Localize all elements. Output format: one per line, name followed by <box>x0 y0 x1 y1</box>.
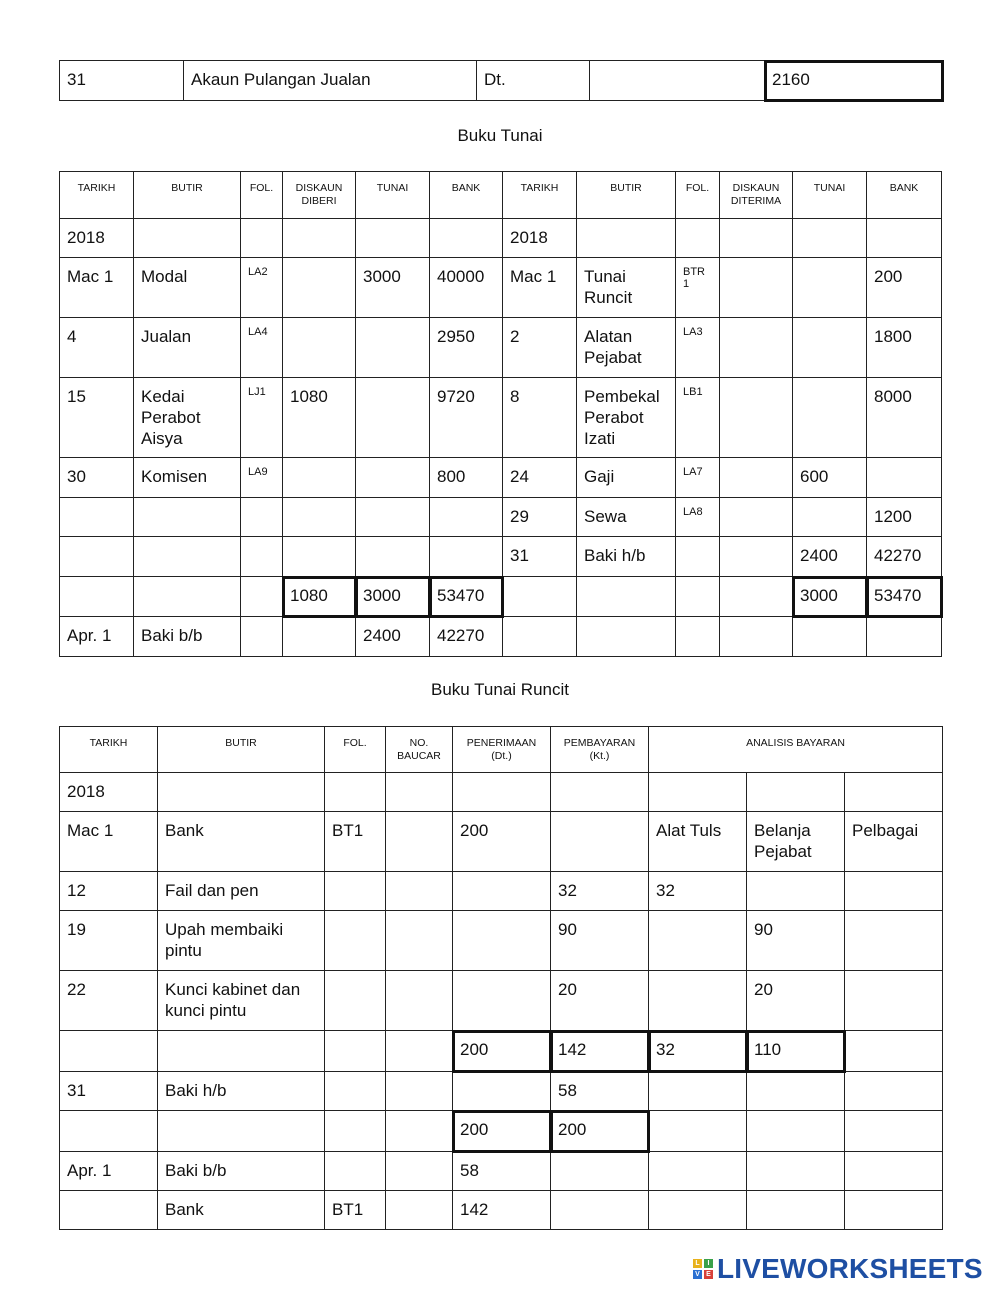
cash-book-cell <box>793 258 866 266</box>
cash-book-column-header: BUTIR <box>610 182 642 194</box>
cash-book-cell <box>867 458 941 466</box>
petty-cash-cell: 22 <box>67 980 86 999</box>
petty-cash-cell <box>386 1152 452 1160</box>
cash-book-cell: 2018 <box>67 228 105 247</box>
petty-cash-cell: 58 <box>558 1081 577 1100</box>
cash-book-cell <box>720 617 792 625</box>
cash-book-folio <box>241 498 282 506</box>
petty-cash-cell <box>845 872 942 880</box>
cash-book-cell <box>503 577 576 585</box>
cash-book-cell <box>430 537 502 545</box>
petty-cash-cell: 90 <box>558 920 577 939</box>
petty-cash-cell <box>386 911 452 919</box>
cash-book-cell: 2950 <box>437 327 475 346</box>
petty-cash-cell: Upah membaiki pintu <box>165 920 284 960</box>
cash-book-cell: 2400 <box>363 626 401 645</box>
cash-book-cell <box>720 378 792 386</box>
cash-book-cell: 1200 <box>874 507 912 526</box>
petty-cash-column-header: FOL. <box>343 737 367 749</box>
cash-book-cell: 53470 <box>437 586 485 605</box>
cash-book-cell: Apr. 1 <box>67 626 112 645</box>
cash-book-cell: Pembekal Perabot Izati <box>584 387 660 448</box>
cash-book-cell: 2400 <box>800 546 838 565</box>
cash-book-cell <box>356 318 429 326</box>
cash-book-cell <box>720 458 792 466</box>
top-row <box>60 61 943 101</box>
top-row-table <box>59 60 943 101</box>
petty-cash-cell <box>158 1031 324 1039</box>
petty-cash-cell <box>325 911 385 919</box>
petty-cash-cell: Mac 1 <box>67 821 114 840</box>
petty-cash-cell <box>325 1072 385 1080</box>
logo-badge-letter: I <box>704 1259 713 1268</box>
cash-book-row <box>60 378 942 458</box>
cash-book-row <box>60 617 942 657</box>
petty-cash-row <box>60 1111 943 1152</box>
petty-cash-column-header: TARIKH <box>89 737 128 749</box>
cash-book-cell: Kedai Perabot Aisya <box>141 387 201 448</box>
cash-book-folio <box>676 537 719 545</box>
petty-cash-cell <box>649 1152 746 1160</box>
petty-cash-cell: 31 <box>67 1081 86 1100</box>
petty-cash-cell: Bank <box>165 1200 204 1219</box>
cash-book-cell <box>283 458 355 466</box>
cash-book-cell: 2018 <box>510 228 548 247</box>
cash-book-cell: Mac 1 <box>67 267 114 286</box>
petty-cash-cell: 200 <box>558 1120 587 1139</box>
petty-cash-cell <box>649 1072 746 1080</box>
petty-cash-cell <box>845 1031 942 1039</box>
petty-cash-cell <box>158 773 324 781</box>
petty-cash-cell <box>386 971 452 979</box>
cash-book-cell: 600 <box>800 467 829 486</box>
petty-cash-cell: 20 <box>754 980 773 999</box>
cash-book-cell <box>60 537 133 545</box>
cash-book-cell: 53470 <box>874 586 922 605</box>
cash-book-cell: 2 <box>510 327 520 346</box>
cash-book-folio: LB1 <box>683 386 703 398</box>
cash-book-row <box>60 219 942 258</box>
petty-cash-cell <box>551 773 648 781</box>
petty-cash-cell <box>453 911 550 919</box>
logo-text: LIVEWORKSHEETS <box>717 1253 983 1284</box>
petty-cash-cell: 142 <box>460 1200 489 1219</box>
cash-book-cell: 3000 <box>363 267 401 286</box>
cash-book-cell <box>793 498 866 506</box>
cash-book-folio <box>241 219 282 227</box>
petty-cash-cell: 200 <box>460 1120 489 1139</box>
petty-cash-row <box>60 971 943 1031</box>
petty-cash-cell: 142 <box>558 1040 587 1059</box>
petty-cash-cell <box>325 1031 385 1039</box>
cash-book-cell: 30 <box>67 467 86 486</box>
petty-cash-cell <box>386 1031 452 1039</box>
cash-book-cell <box>793 318 866 326</box>
petty-cash-cell: Kunci kabinet dan kunci pintu <box>165 980 301 1020</box>
cash-book-folio: LJ1 <box>248 386 266 398</box>
petty-cash-cell <box>649 1191 746 1199</box>
petty-cash-cell: 200 <box>460 821 489 840</box>
petty-cash-cell: Bank <box>165 821 204 840</box>
petty-cash-cell <box>845 773 942 781</box>
petty-cash-cell <box>845 1152 942 1160</box>
cash-book-cell <box>867 219 941 227</box>
petty-cash-title: Buku Tunai Runcit <box>431 680 569 699</box>
cash-book-cell: 800 <box>437 467 466 486</box>
cash-book-folio <box>241 577 282 585</box>
cash-book-cell: Modal <box>141 267 188 286</box>
petty-cash-cell: Fail dan pen <box>165 881 259 900</box>
cash-book-header-row <box>60 172 942 219</box>
cash-book-cell <box>60 498 133 506</box>
cash-book-row <box>60 318 942 378</box>
petty-cash-cell <box>845 971 942 979</box>
petty-cash-cell: 90 <box>754 920 773 939</box>
cash-book-cell <box>134 537 240 545</box>
petty-cash-cell: Baki b/b <box>165 1161 227 1180</box>
cash-book-cell <box>720 219 792 227</box>
petty-cash-cell <box>747 1152 844 1160</box>
cash-book-cell <box>430 498 502 506</box>
petty-cash-cell: Baki h/b <box>165 1081 227 1100</box>
cash-book-folio: LA4 <box>248 326 268 338</box>
petty-cash-cell <box>158 1111 324 1119</box>
cash-book-folio: LA8 <box>683 506 703 518</box>
petty-cash-cell <box>747 1191 844 1199</box>
cash-book-folio: LA2 <box>248 266 268 278</box>
cash-book-cell <box>720 537 792 545</box>
petty-cash-cell <box>386 773 452 781</box>
cash-book-cell: 24 <box>510 467 529 486</box>
petty-cash-cell <box>325 1111 385 1119</box>
petty-cash-cell: 12 <box>67 881 86 900</box>
petty-cash-column-header: PEMBAYARAN (Kt.) <box>563 737 636 762</box>
petty-cash-row <box>60 1191 943 1230</box>
cash-book-cell: Mac 1 <box>510 267 557 286</box>
cash-book-cell: 8 <box>510 387 520 406</box>
cash-book-cell: Jualan <box>141 327 192 346</box>
cash-book-cell <box>356 537 429 545</box>
cash-book-cell <box>134 498 240 506</box>
cash-book-folio: LA3 <box>683 326 703 338</box>
petty-cash-row <box>60 1072 943 1111</box>
cash-book-cell <box>283 258 355 266</box>
petty-cash-cell <box>649 971 746 979</box>
petty-cash-cell <box>649 911 746 919</box>
cash-book-cell <box>356 378 429 386</box>
cash-book-cell <box>356 458 429 466</box>
cash-book-cell: Sewa <box>584 507 627 526</box>
cash-book-cell: 29 <box>510 507 529 526</box>
petty-cash-cell: BT1 <box>332 1200 364 1219</box>
cash-book-column-header: TARIKH <box>77 182 116 194</box>
cash-book-cell <box>283 537 355 545</box>
petty-cash-cell: BT1 <box>332 821 364 840</box>
cash-book-cell <box>430 219 502 227</box>
petty-cash-cell <box>386 872 452 880</box>
petty-cash-column-header: BUTIR <box>225 737 257 749</box>
cash-book-cell <box>577 219 675 227</box>
cash-book-column-header: FOL. <box>685 182 710 194</box>
top-side: Dt. <box>484 70 506 89</box>
cash-book-cell <box>356 498 429 506</box>
cash-book-cell: 40000 <box>437 267 485 286</box>
cash-book-cell: 3000 <box>363 586 401 605</box>
cash-book-column-header: TARIKH <box>520 182 559 194</box>
cash-book-cell: 4 <box>67 327 77 346</box>
cash-book-folio <box>676 219 719 227</box>
cash-book-cell <box>503 617 576 625</box>
cash-book-cell <box>283 219 355 227</box>
top-empty <box>590 61 764 69</box>
cash-book-cell: 1800 <box>874 327 912 346</box>
cash-book-cell: Gaji <box>584 467 615 486</box>
cash-book-cell <box>283 617 355 625</box>
petty-cash-row <box>60 1152 943 1191</box>
petty-cash-cell <box>60 1111 157 1119</box>
cash-book-title: Buku Tunai <box>457 126 543 145</box>
cash-book-cell <box>793 378 866 386</box>
petty-cash-column-header: PENERIMAAN (Dt.) <box>466 737 537 762</box>
petty-cash-cell <box>453 971 550 979</box>
petty-cash-cell <box>60 1191 157 1199</box>
petty-cash-cell <box>747 1072 844 1080</box>
petty-cash-cell: 2018 <box>67 782 105 801</box>
logo-badge-letter: E <box>704 1270 713 1279</box>
cash-book-cell <box>793 219 866 227</box>
cash-book-cell <box>356 219 429 227</box>
petty-cash-cell <box>453 1072 550 1080</box>
cash-book-cell <box>720 258 792 266</box>
petty-cash-cell <box>845 911 942 919</box>
cash-book-column-header: DISKAUN DIBERI <box>295 182 343 207</box>
petty-cash-cell: Alat Tuls <box>656 821 722 840</box>
cash-book-cell: 8000 <box>874 387 912 406</box>
petty-cash-row <box>60 812 943 872</box>
petty-cash-cell: 19 <box>67 920 86 939</box>
cash-book-column-header: FOL. <box>249 182 274 194</box>
cash-book-row <box>60 458 942 498</box>
petty-cash-table <box>59 726 943 1230</box>
top-particulars: Akaun Pulangan Jualan <box>191 70 371 89</box>
cash-book-cell: 200 <box>874 267 903 286</box>
cash-book-folio: LA9 <box>248 466 268 478</box>
petty-cash-cell: Belanja Pejabat <box>754 821 812 861</box>
top-date: 31 <box>67 70 86 89</box>
cash-book-cell <box>577 617 675 625</box>
cash-book-folio <box>676 617 719 625</box>
cash-book-cell: Baki b/b <box>141 626 203 645</box>
petty-cash-cell <box>845 1111 942 1119</box>
cash-book-folio: BTR 1 <box>683 266 705 290</box>
petty-cash-cell: 32 <box>656 881 675 900</box>
petty-cash-cell <box>325 971 385 979</box>
cash-book-column-header: BANK <box>889 182 919 194</box>
cash-book-cell: Alatan Pejabat <box>584 327 642 367</box>
petty-cash-cell <box>649 1111 746 1119</box>
petty-cash-cell: 200 <box>460 1040 489 1059</box>
petty-cash-cell <box>747 773 844 781</box>
cash-book-row <box>60 258 942 318</box>
petty-cash-cell <box>551 812 648 820</box>
cash-book-cell: 1080 <box>290 586 328 605</box>
cash-book-cell: Komisen <box>141 467 208 486</box>
petty-cash-header-row <box>60 727 943 773</box>
cash-book-column-header: TUNAI <box>813 182 846 194</box>
petty-cash-cell: 32 <box>558 881 577 900</box>
cash-book-row <box>60 577 942 617</box>
cash-book-cell: Baki h/b <box>584 546 646 565</box>
petty-cash-cell <box>453 872 550 880</box>
cash-book-folio: LA7 <box>683 466 703 478</box>
cash-book-cell: 15 <box>67 387 86 406</box>
petty-cash-cell: 20 <box>558 980 577 999</box>
cash-book-cell: Tunai Runcit <box>584 267 633 307</box>
cash-book-cell: 31 <box>510 546 529 565</box>
petty-cash-cell: 32 <box>656 1040 675 1059</box>
cash-book-cell <box>283 318 355 326</box>
petty-cash-cell <box>60 1031 157 1039</box>
cash-book-cell <box>793 617 866 625</box>
petty-cash-cell <box>386 812 452 820</box>
petty-cash-column-header: ANALISIS BAYARAN <box>746 737 845 749</box>
cash-book-folio <box>241 617 282 625</box>
petty-cash-cell <box>386 1111 452 1119</box>
cash-book-cell <box>134 219 240 227</box>
petty-cash-cell <box>453 773 550 781</box>
petty-cash-cell <box>325 773 385 781</box>
petty-cash-cell <box>747 872 844 880</box>
petty-cash-row <box>60 1031 943 1072</box>
cash-book-cell: 42270 <box>437 626 485 645</box>
petty-cash-cell <box>551 1191 648 1199</box>
cash-book-cell: 42270 <box>874 546 922 565</box>
cash-book-cell <box>720 577 792 585</box>
cash-book-column-header: TUNAI <box>376 182 409 194</box>
petty-cash-row <box>60 773 943 812</box>
petty-cash-cell <box>325 872 385 880</box>
cash-book-cell <box>720 318 792 326</box>
cash-book-folio <box>241 537 282 545</box>
cash-book-cell: 3000 <box>800 586 838 605</box>
cash-book-cell <box>60 577 133 585</box>
cash-book-table <box>59 171 942 657</box>
petty-cash-column-header: NO. BAUCAR <box>397 737 441 762</box>
petty-cash-cell <box>747 1111 844 1119</box>
cash-book-column-header: BUTIR <box>171 182 203 194</box>
petty-cash-cell <box>845 1072 942 1080</box>
petty-cash-cell: 110 <box>754 1040 782 1059</box>
petty-cash-row <box>60 872 943 911</box>
cash-book-cell <box>720 498 792 506</box>
logo-badge-letter: V <box>693 1270 702 1279</box>
cash-book-row <box>60 498 942 537</box>
petty-cash-row <box>60 911 943 971</box>
petty-cash-cell <box>649 773 746 781</box>
petty-cash-cell <box>386 1072 452 1080</box>
petty-cash-cell <box>325 1152 385 1160</box>
top-amount: 2160 <box>772 70 810 89</box>
cash-book-cell <box>283 498 355 506</box>
logo-badge-icon <box>693 1259 713 1279</box>
petty-cash-cell: Pelbagai <box>852 821 919 840</box>
petty-cash-cell <box>386 1191 452 1199</box>
cash-book-column-header: BANK <box>451 182 481 194</box>
cash-book-column-header: DISKAUN DITERIMA <box>730 182 782 207</box>
cash-book-cell <box>134 577 240 585</box>
cash-book-cell <box>577 577 675 585</box>
cash-book-cell: 9720 <box>437 387 475 406</box>
logo-badge-letter: L <box>693 1259 702 1268</box>
cash-book-folio <box>676 577 719 585</box>
petty-cash-cell: Apr. 1 <box>67 1161 112 1180</box>
petty-cash-cell: 58 <box>460 1161 479 1180</box>
cash-book-row <box>60 537 942 577</box>
petty-cash-cell <box>551 1152 648 1160</box>
cash-book-cell <box>867 617 941 625</box>
petty-cash-cell <box>845 1191 942 1199</box>
liveworksheets-logo <box>693 1252 983 1286</box>
cash-book-cell: 1080 <box>290 387 328 406</box>
